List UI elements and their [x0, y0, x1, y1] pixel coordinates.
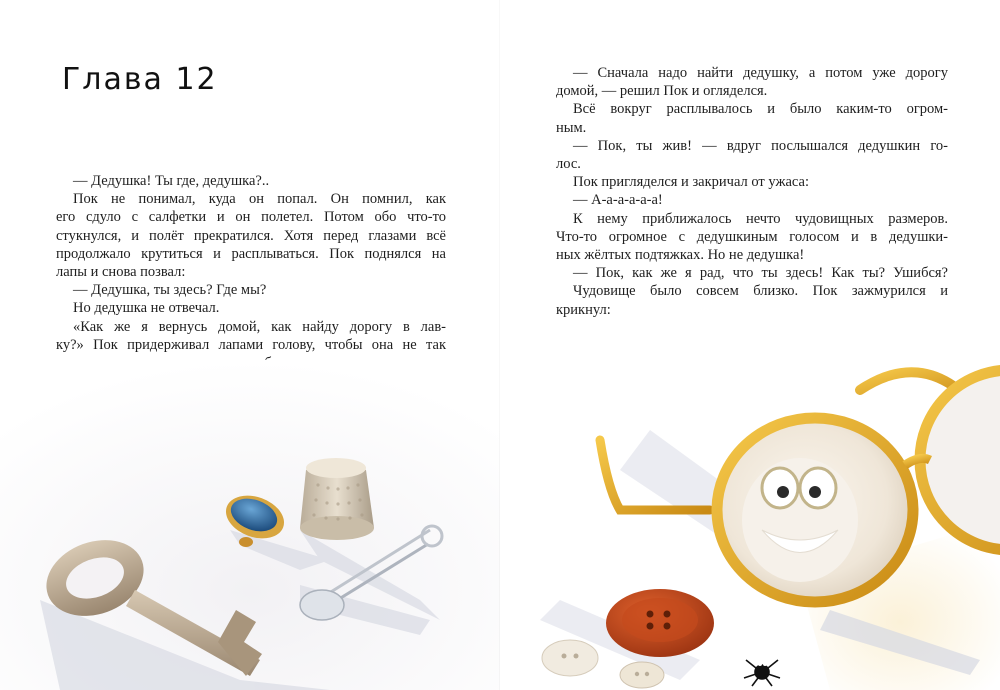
grandfather-face: [742, 458, 858, 582]
text-line: ным.: [556, 119, 587, 136]
text-line: Что-то огромное с дедушкиным голосом и в дедушки-: [556, 228, 948, 245]
text-line: — Дедушка! Ты где, дедушка?..: [73, 173, 270, 189]
text-line: лапы и снова позвал:: [56, 264, 186, 281]
text-line: ных жёлтых подтяжках. Но не дедушка!: [556, 247, 805, 264]
chapter-title: Глава 12: [62, 62, 218, 97]
left-page-text: [56, 172, 446, 372]
right-page: [500, 0, 1000, 690]
text-line: продолжало крутиться и расплываться. Пок поднялся на: [56, 245, 446, 262]
left-illustration: [0, 360, 500, 690]
text-line: Пок пригляделся и закричал от ужаса:: [573, 174, 809, 191]
text-line: К нему приближалось нечто чудовищных размеров.: [573, 210, 948, 227]
text-line: стукнулся, и полёт прекратился. Хотя перед глазами всё: [56, 227, 446, 244]
text-line: его сдуло с салфетки и он полетел. Потом обо что-то: [56, 209, 446, 226]
right-page-text: [556, 64, 948, 319]
text-line: домой, — решил Пок и огляделся.: [556, 83, 768, 100]
text-line: — Пок, ты жив! — вдруг послышался дедушкин го-: [573, 137, 948, 154]
text-line: — Сначала надо найти дедушку, а потом уже дорогу: [573, 65, 948, 81]
text-line: Всё вокруг расплывалось и было каким-то огром-: [573, 101, 948, 118]
text-line: — Дедушка, ты здесь? Где мы?: [73, 282, 267, 299]
text-line: Пок не понимал, куда он попал. Он помнил, как: [73, 191, 446, 208]
thimble-illustration: [300, 458, 374, 540]
text-line: — А-а-а-а-а-а!: [573, 192, 663, 209]
text-line: лос.: [556, 156, 581, 173]
text-line: — Пок, как же я рад, что ты здесь! Как ты? Ушибся?: [573, 265, 948, 282]
text-line: крикнул:: [556, 301, 611, 318]
right-illustration: [500, 360, 1000, 690]
text-line: ку?» Пок придерживал лапами голову, чтобы она не так: [56, 336, 446, 353]
text-line: «Как же я вернусь домой, как найду дорогу в лав-: [73, 318, 446, 335]
text-line: Но дедушка не отвечал.: [73, 300, 220, 317]
text-line: Чудовище было совсем близко. Пок зажмурился и: [573, 283, 948, 300]
red-button-illustration: [606, 589, 714, 657]
